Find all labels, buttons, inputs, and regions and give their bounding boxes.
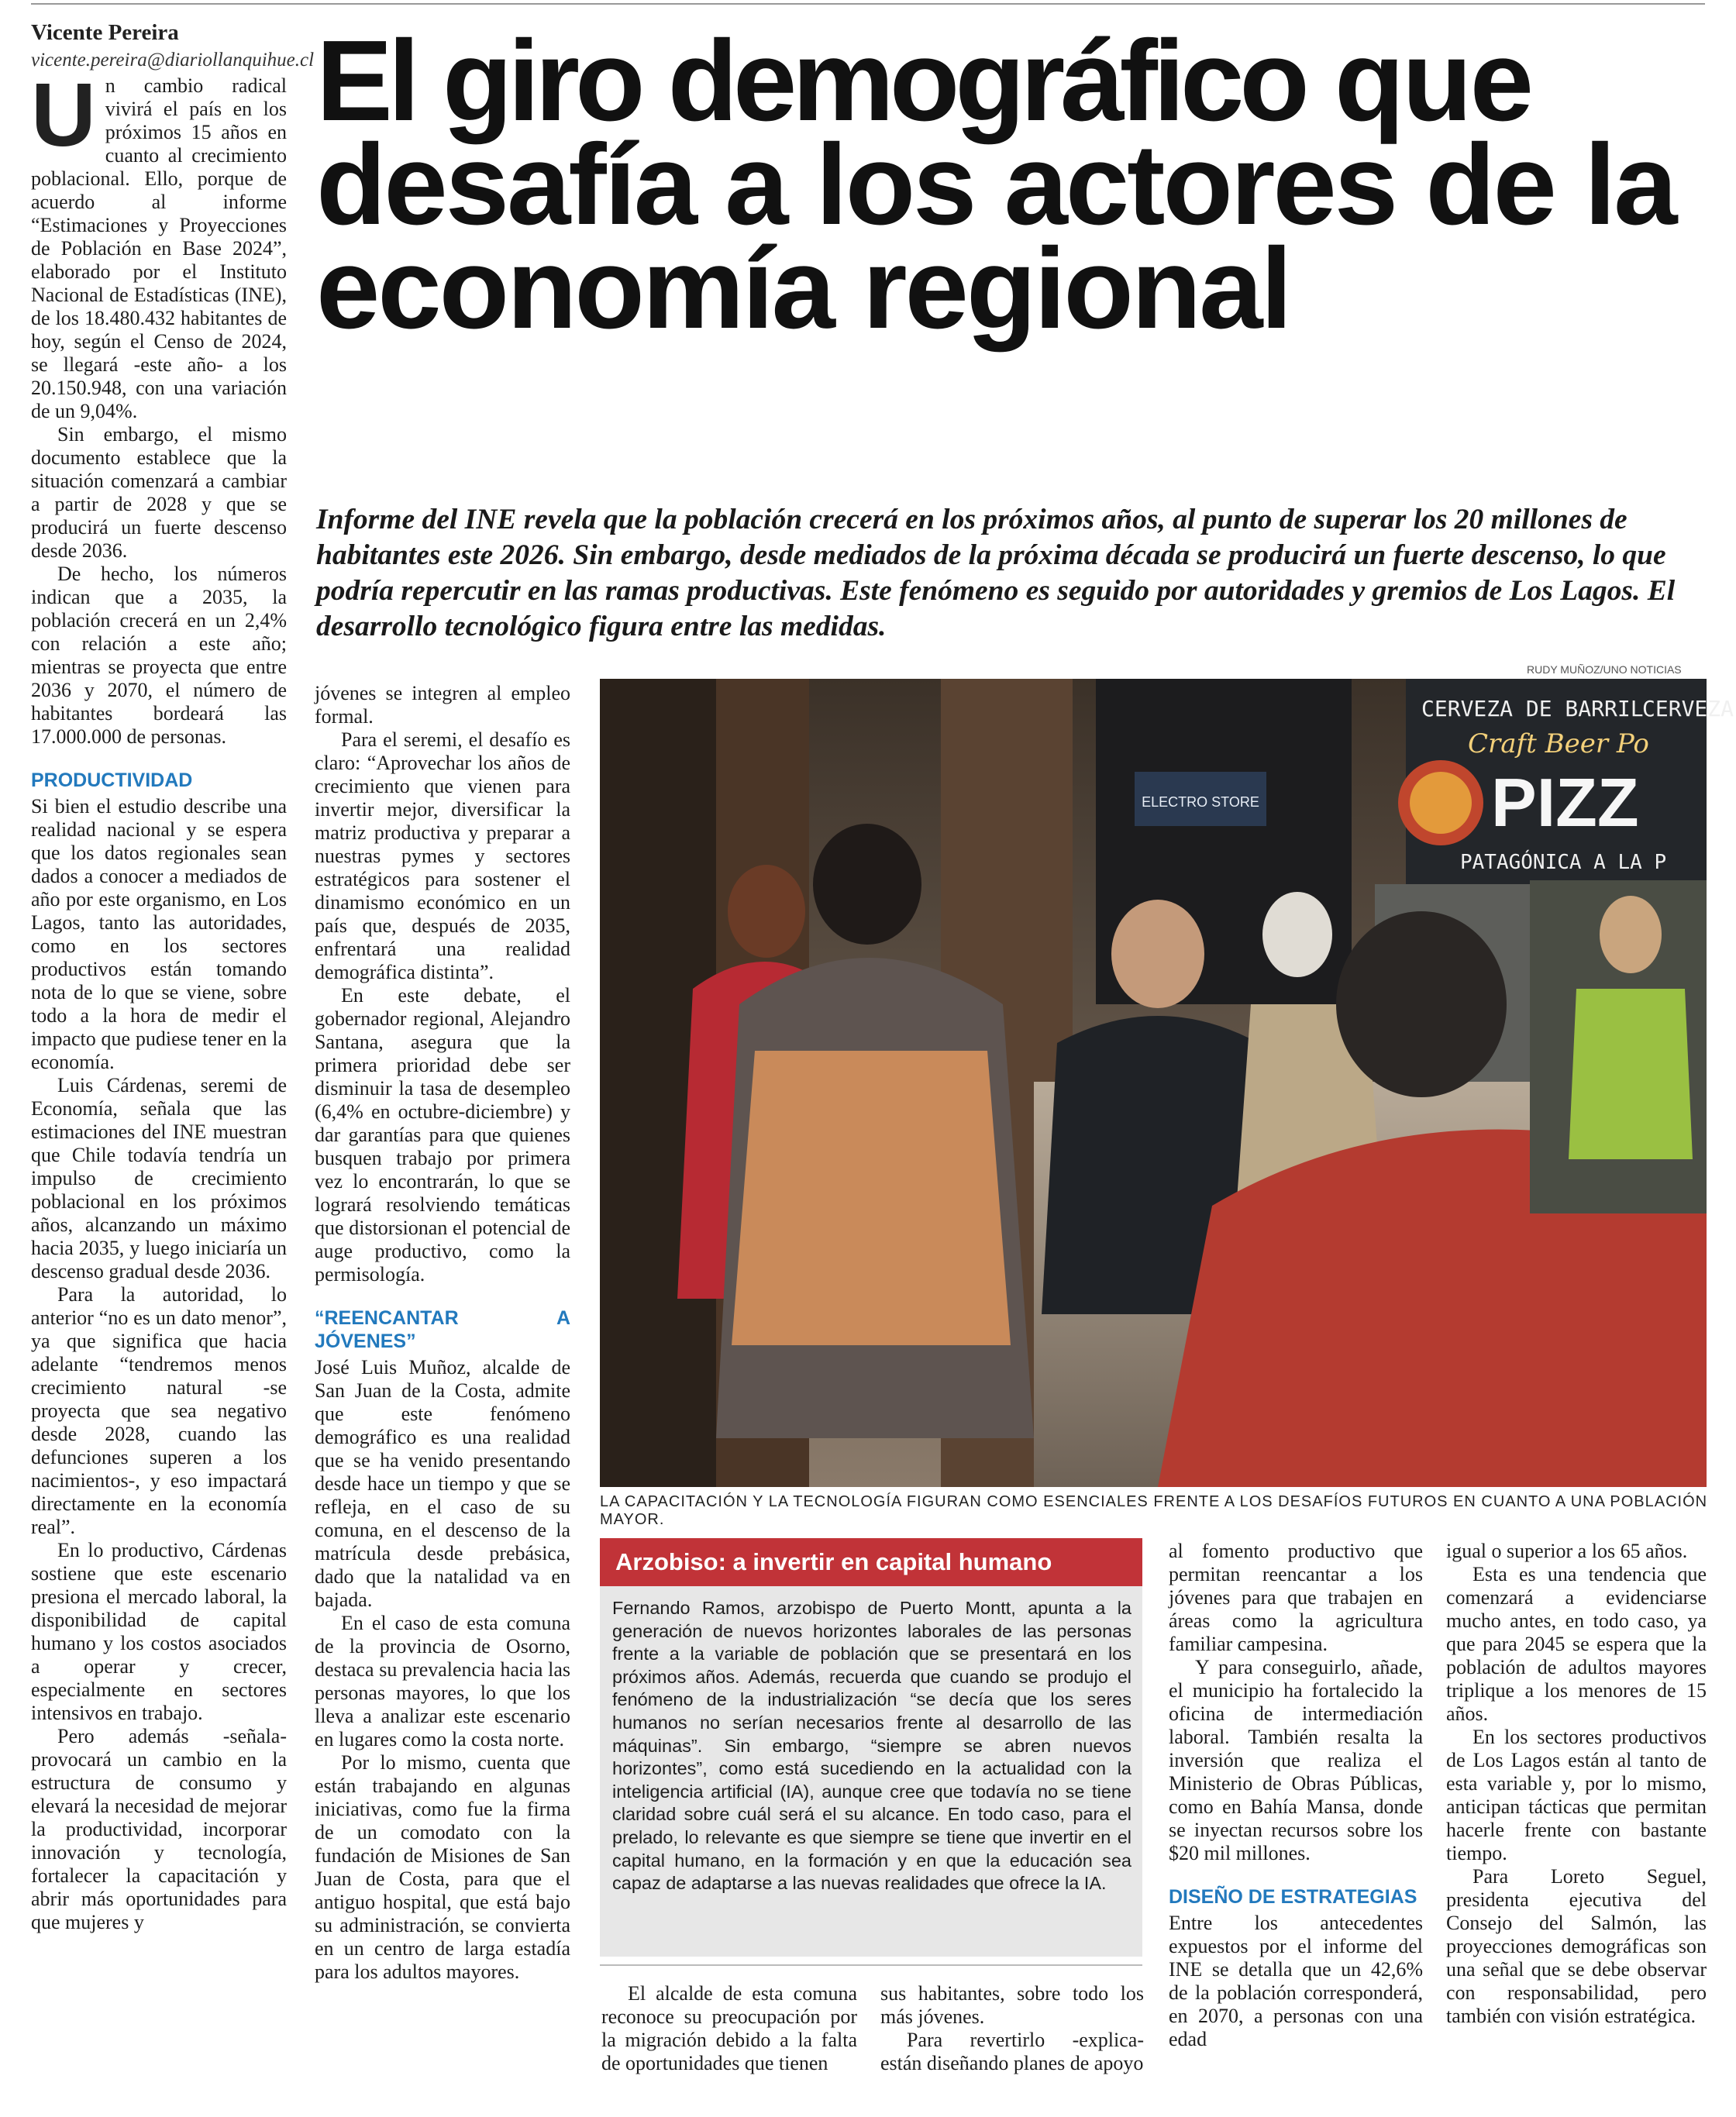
- photo-credit: RUDY MUÑOZ/UNO NOTICIAS: [1527, 663, 1682, 676]
- paragraph: Para la autoridad, lo anterior “no es un dato menor”, ya que significa que hacia adelante “tendremos menos crecimiento natural -se proyecta que sea negativo desde 2028, cuando las defunciones superen a los nacimientos-, y eso impactará directamente en la economía real”.: [31, 1283, 287, 1538]
- column-3: [1169, 1540, 1423, 2051]
- paragraph: igual o superior a los 65 años.: [1446, 1540, 1688, 1562]
- paragraph: En los sectores productivos de Los Lagos están al tanto de esta variable y, por lo mismo, anticipan tácticas que permitan hacerle frente con bastante tiempo.: [1446, 1726, 1707, 1864]
- paragraph-text: n cambio radical vivirá el país en los próximos 15 años en cuanto al crecimiento poblacional. Ello, porque de acuerdo al informe “Estimaciones y Proyecciones de Población en Base 2024”, elaborado por el Instituto Nacional de Estadísticas (INE), de los 18.480.432 habitantes de hoy, según el Censo de 2024, se llegará -este año- a los 20.150.948, con una variación de un 9,04%.: [31, 74, 287, 422]
- photo-illustration: [600, 679, 1734, 1487]
- paragraph: Luis Cárdenas, seremi de Economía, señala que las estimaciones del INE muestran que Chile todavía tendría un impulso de crecimiento poblacional en los próximos años, alcanzando un máximo hacia 2035, y luego iniciaría un descenso gradual desde 2036.: [31, 1074, 287, 1282]
- byline-email: vicente.pereira@diariollanquihue.cl: [31, 50, 315, 71]
- pizza-sign-craft: Craft Beer Po: [1468, 728, 1649, 759]
- store-sign-text: ELECTRO STORE: [1142, 794, 1259, 810]
- sidebar-box-paragraph: Fernando Ramos, arzobispo de Puerto Montt, apunta a la generación de nuevos horizontes laborales de las personas frente a la variable de población que se presentará en los próximos años. Además, recuerda que cuando se produjo el fenómeno de la industrialización “se decía que los seres humanos no serían necesarios frente al desarrollo de las máquinas”. Sin embargo, “siempre se abren nuevos horizontes”, como está sucediendo en la actualidad con la inteligencia artificial (IA), aunque cree que todavía no se tiene claridad sobre cuál será el su alcance. En todo caso, para el prelado, lo relevante es que siempre se tiene que invertir en el capital humano, en la formación y en que la educación sea capaz de adaptarse a las nuevas realidades que ofrece la IA.: [612, 1598, 1132, 1894]
- paragraph: Para Loreto Seguel, presidenta ejecutiva del Consejo del Salmón, las proyecciones demográficas son una señal que se debe observar con responsabilidad, pero también con visión estratégica.: [1446, 1865, 1707, 2027]
- paragraph: Si bien el estudio describe una realidad nacional y se espera que los datos regionales sean dados a conocer a mediados de año por este organismo, en Los Lagos, tanto las autoridades, como en los sectores productivos están tomando nota de lo que se viene, sobre todo a la hora de medir el impacto que pudiese tener en la economía.: [31, 795, 287, 1073]
- man-hood-head: [813, 824, 921, 945]
- paragraph: Para el seremi, el desafío es claro: “Aprovechar los años de crecimiento que vienen para invertir mejor, diversificar la matriz productiva y preparar a nuestras pymes y sectores estratégicos para sostener el dinamismo económico en un país que, después de 2035, enfrentará una realidad demográfica distinta”.: [315, 728, 570, 983]
- paragraph: Sin embargo, el mismo documento establece que la situación comenzará a cambiar a partir de 2028 y que se producirá un fuerte descenso desde 2036.: [31, 423, 287, 562]
- column-1: [31, 64, 287, 1934]
- pizza-sign-beer2: CERVEZA: [1642, 696, 1734, 721]
- paragraph: En lo productivo, Cárdenas sostiene que este escenario presiona el mercado laboral, la disponibilidad de capital humano y los costos asociados a operar y crecer, especialmente en sectores intensivos en trabajo.: [31, 1539, 287, 1724]
- paragraph: Esta es una tendencia que comenzará a evidenciarse mucho antes, en todo caso, ya que para 2045 se espera que la población de adultos mayores triplique a los menores de 15 años.: [1446, 1563, 1707, 1725]
- pizza-sign-patagonica: PATAGÓNICA A LA P: [1460, 851, 1667, 874]
- headline-rest: que desafía a los actores de la economía regional: [316, 17, 1676, 353]
- foreground-head: [1336, 911, 1507, 1097]
- paragraph: De hecho, los números indican que a 2035, la población crecerá en un 2,4% con relación a este año; mientras se proyecta que entre 2036 y 2070, el número de habitantes bordeará las 17.000.000 de personas.: [31, 563, 287, 748]
- paragraph: Para revertirlo -explica- están diseñando planes de apoyo: [880, 2029, 1144, 2074]
- sidebar-box: [600, 1538, 1142, 1957]
- byline-author: Vicente Pereira: [31, 20, 179, 45]
- pizza-sign-pizza: PIZZ: [1491, 764, 1639, 841]
- sidebar-box-title: Arzobiso: a invertir en capital humano: [600, 1538, 1142, 1586]
- column-4: [1446, 1540, 1707, 2028]
- box-bottom-rule: [600, 1964, 1142, 1966]
- paragraph: [31, 64, 287, 423]
- young-man-face: [1111, 900, 1204, 1008]
- paragraph: El alcalde de esta comuna reconoce su preocupación por la migración debido a la falta de oportunidades que tienen: [601, 1982, 857, 2074]
- drop-cap: U: [31, 64, 96, 165]
- deck: Informe del INE revela que la población crecerá en los próximos años, al punto de superar los 20 millones de habitantes este 2026. Sin embargo, desde mediados de la próxima década se producirá un fuerte descenso, lo que podría repercutir en las ramas productivas. Este fenómeno es seguido por autoridades y gremios de Los Lagos. El desarrollo tecnológico figura entre las medidas.: [316, 504, 1676, 642]
- paragraph: José Luis Muñoz, alcalde de San Juan de la Costa, admite que este fenómeno demográfico es una realidad que se ha venido presentando desde hace un tiempo y que se refleja, en el caso de su comuna, en el descenso de la matrícula desde prebásica, dado que la natalidad va en bajada.: [315, 1356, 570, 1611]
- headline-bold: El giro demográfico: [316, 17, 1305, 145]
- sidebar-box-text: [612, 1597, 1132, 1895]
- paragraph: jóvenes se integren al empleo formal.: [315, 682, 570, 728]
- subhead-diseno: DISEÑO DE ESTRATEGIAS: [1169, 1886, 1417, 1908]
- photo-caption: LA CAPACITACIÓN Y LA TECNOLOGÍA FIGURAN COMO ESENCIALES FRENTE A LOS DESAFÍOS FUTUROS EN CUANTO A UNA POBLACIÓN MAYOR.: [600, 1493, 1708, 1528]
- paragraph: En el caso de esta comuna de la provincia de Osorno, destaca su prevalencia hacia las personas mayores, lo que los lleva a analizar este escenario en lugares como la costa norte.: [315, 1612, 570, 1750]
- street-photo: [600, 679, 1734, 1487]
- paragraph: Entre los antecedentes expuestos por el informe del INE se detalla que un 42,6% de la población corresponderá, en 2070, a personas con una edad: [1169, 1912, 1423, 2050]
- pizza-sign-beer: CERVEZA DE BARRIL: [1421, 696, 1644, 721]
- column-5: [601, 1982, 857, 2075]
- paragraph: Pero además -señala- provocará un cambio en la estructura de consumo y elevará la necesidad de mejorar la productividad, incorporar innovación y tecnología, fortalecer la capacitación y abrir más oportunidades para que mujeres y: [31, 1725, 287, 1933]
- subhead-productividad: PRODUCTIVIDAD: [31, 769, 193, 791]
- paragraph: al fomento productivo que permitan reencantar a los jóvenes para que trabajen en áreas como la agricultura familiar campesina.: [1169, 1540, 1423, 1655]
- paragraph: Por lo mismo, cuenta que están trabajando en algunas iniciativas, como fue la firma de un comodato con la fundación de Misiones de San Juan de Costa, para que el antiguo hospital, que está bajo su administración, se convierta en un centro de larga estadía para los adultos mayores.: [315, 1751, 570, 1983]
- paragraph: Y para conseguirlo, añade, el municipio ha fortalecido la oficina de intermediación laboral. También resalta la inversión que realiza el Ministerio de Obras Públicas, como en Bahía Mansa, donde se inyectan recursos sobre los $20 mil millones.: [1169, 1656, 1423, 1864]
- subhead-reencantar: “REENCANTAR A JÓVENES”: [315, 1307, 570, 1352]
- column-6: [880, 1982, 1144, 2075]
- column-2: [315, 682, 570, 1984]
- top-rule: [31, 3, 1705, 5]
- woman-head: [728, 865, 805, 958]
- paragraph: En este debate, el gobernador regional, Alejandro Santana, asegura que la primera prioridad debe ser disminuir la tasa de desempleo (6,4% en octubre-diciembre) y dar garantías para que quienes busquen trabajo por primera vez lo encontrarán, lo que se logrará resolviendo temáticas que distorsionan el potencial de auge productivo, como la permisología.: [315, 984, 570, 1286]
- paragraph: sus habitantes, sobre todo los más jóvenes.: [880, 1982, 1144, 2028]
- man-hoodie-orange: [732, 1051, 1011, 1345]
- headline: [316, 17, 1711, 353]
